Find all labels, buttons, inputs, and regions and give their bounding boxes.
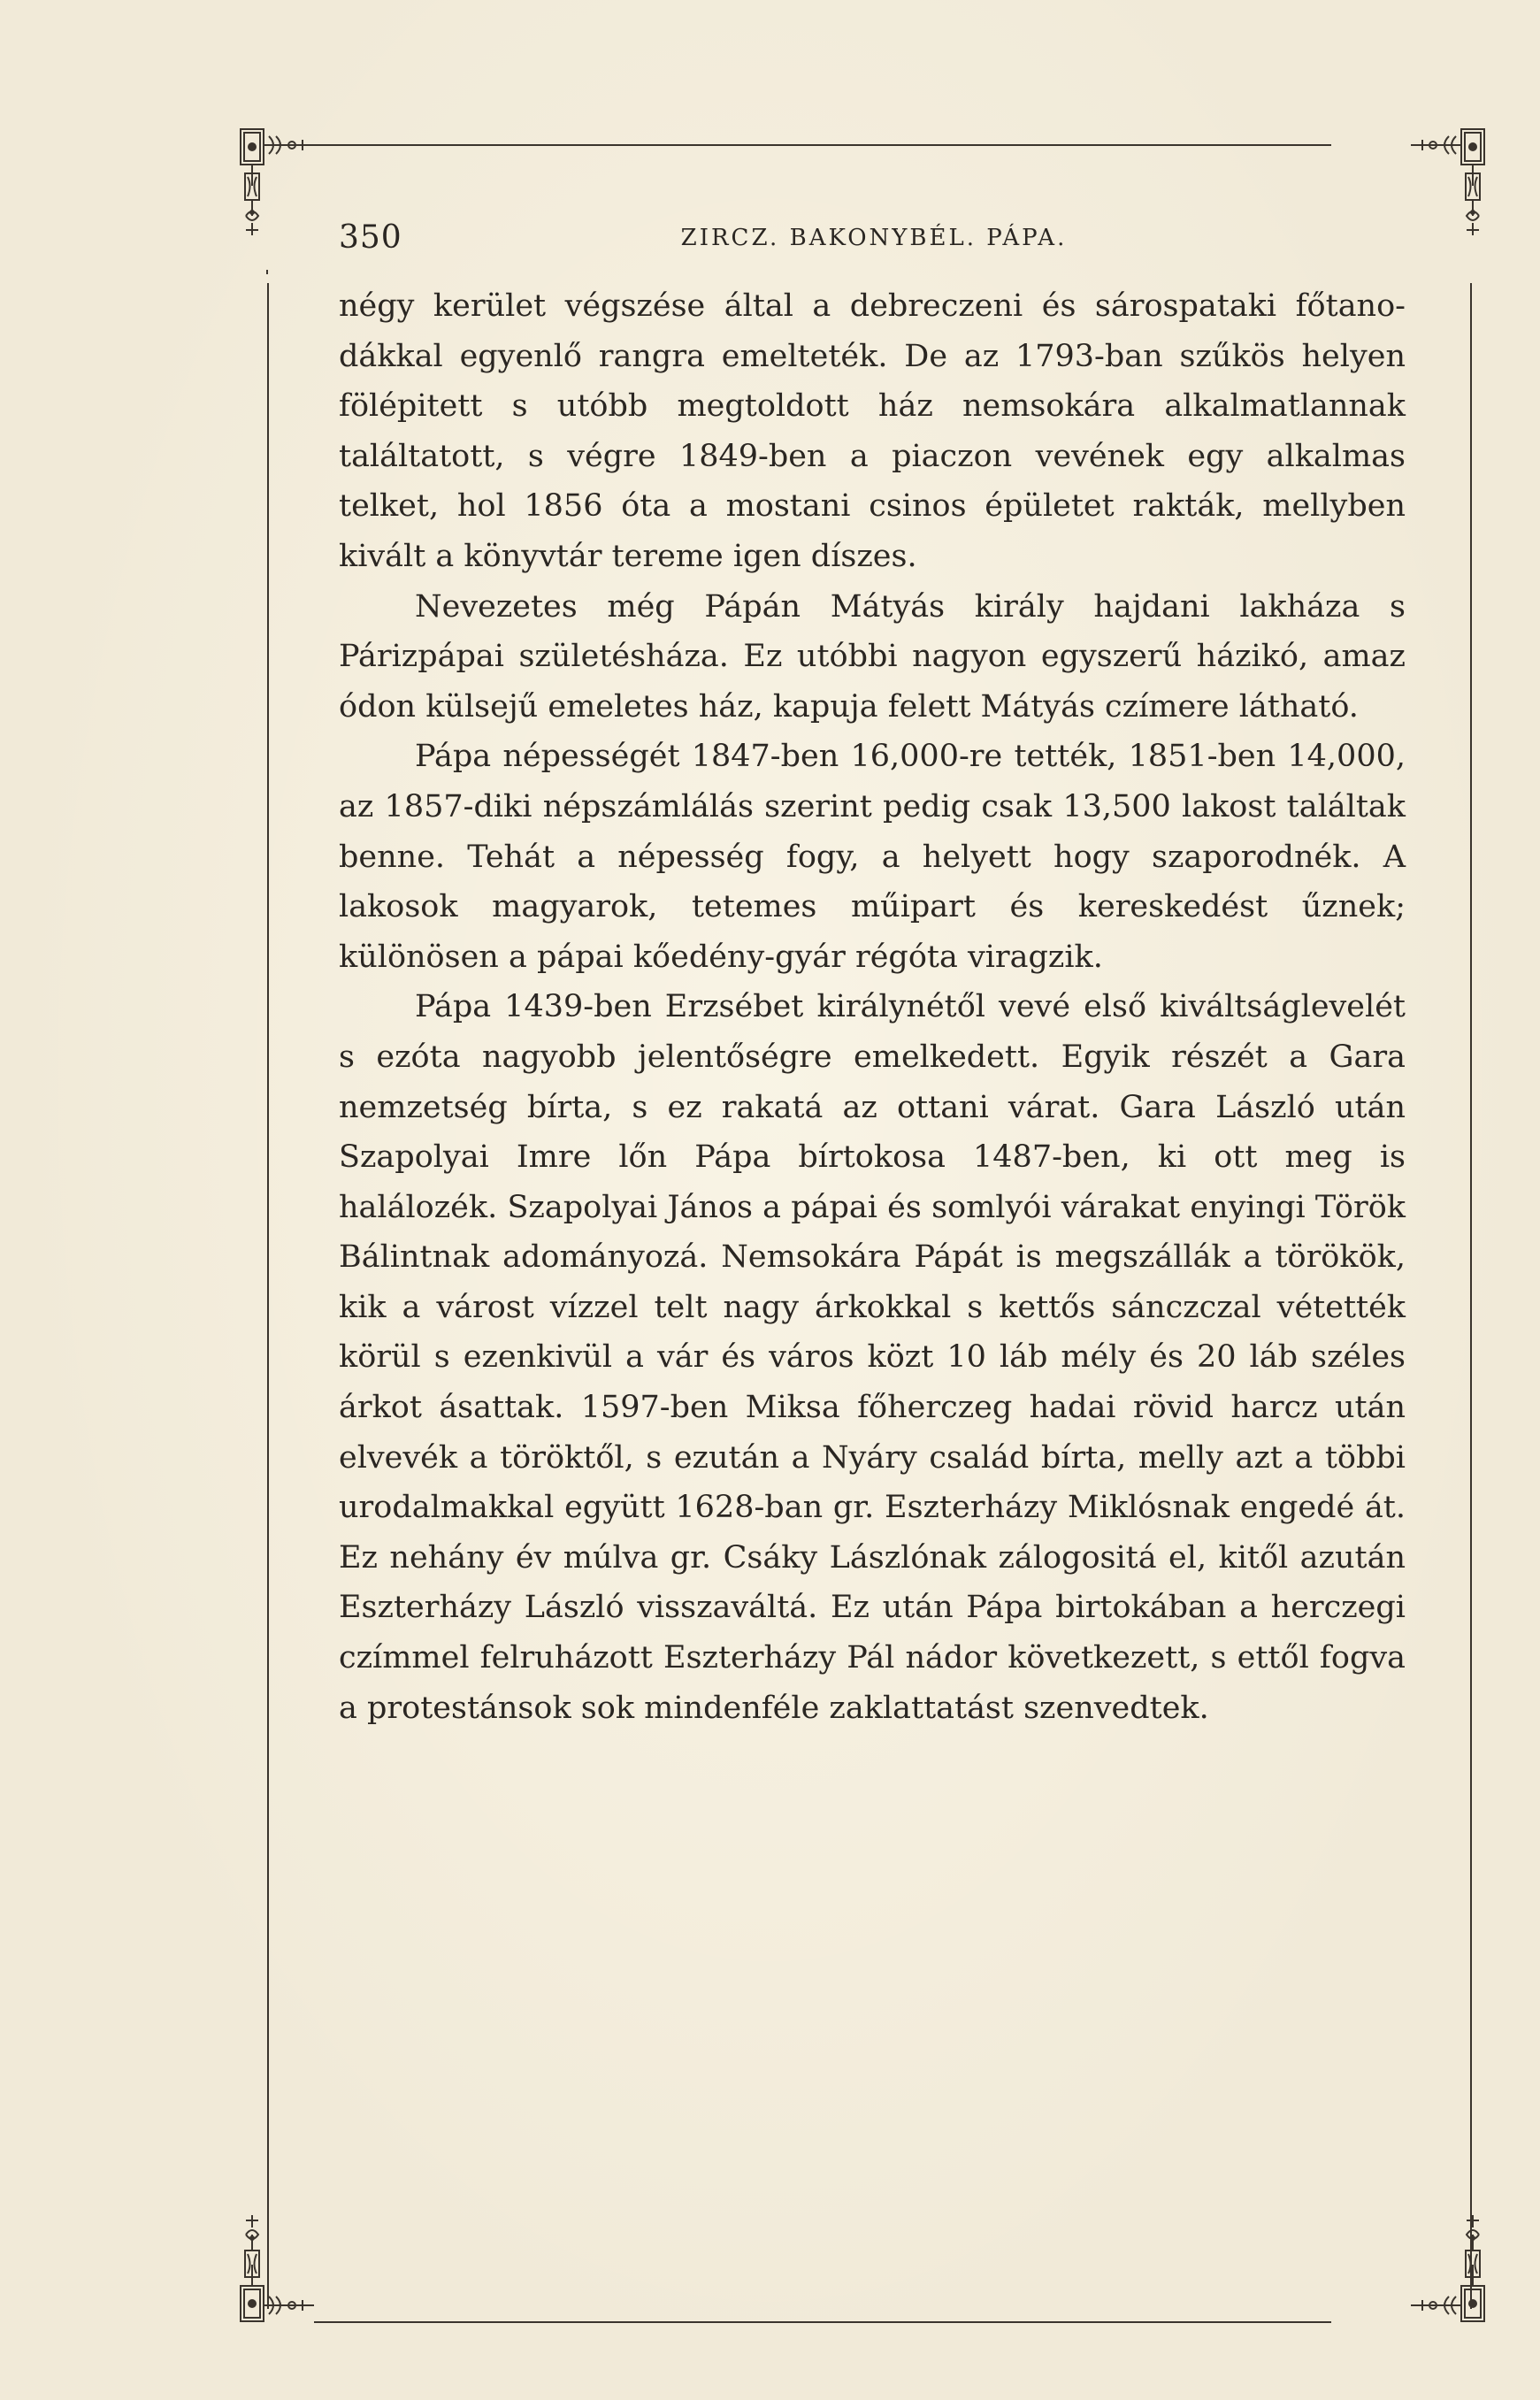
frame-left-rule <box>267 283 269 2309</box>
frame-right-rule <box>1470 283 1472 2309</box>
paragraph: Pápa 1439-ben Erzsébet királynétől vevé első kiváltságlevelét s ezóta nagyobb jelentőségre emelkedett. Egyik részét a Gara nemzetség bírta, s ez rakatá az ottani várat. Gara László után Szapolyai Imre lőn Pápa bírtokosa 1487-ben, ki ott meg is halálozék. Szapolyai János a pápai és somlyói várakat enyingi Török Bálintnak adományozá. Nemsokára Pápát is megszállák a törökök, kik a várost vízzel telt nagy árkokkal s kettős sánczczal vétették körül s ezenkivül a vár és város közt 10 láb mély és 20 láb széles árkot ásattak. 1597-ben Miksa főherczeg hadai rövid harcz után elvevék a töröktől, s ezután a Nyáry család bírta, melly azt a többi urodalmakkal együtt 1628-ban gr. Eszterházy Miklósnak engedé át. Ez nehány év múlva gr. Csáky Lászlónak zálogositá el, kitől azután Eszterházy László visszaváltá. Ez után Pápa birtokában a herczegi czímmel felruházott Eszterházy Pál nádor következett, s ettől fogva a protestánsok sok mindenféle zaklattatást szenvedtek. <box>339 989 1406 1726</box>
frame-top-rule <box>314 144 1331 146</box>
paragraph: Nevezetes még Pápán Mátyás király hajdani lakháza s Párizpápai születésháza. Ez utóbbi nagyon egyszerű házikó, amaz ódon külsejű emeletes ház, kapuja felett Mátyás czímere látható. <box>339 588 1406 725</box>
corner-ornament-bottom-left <box>237 2176 317 2327</box>
corner-ornament-top-right <box>1408 124 1488 274</box>
frame-bottom-rule <box>314 2321 1331 2323</box>
running-title: ZIRCZ. BAKONYBÉL. PÁPA. <box>680 225 1068 251</box>
paragraph: Pápa népességét 1847-ben 16,000-re tették, 1851-ben 14,000, az 1857-diki népszámlálás szerint pedig csak 13,500 lakost találtak benne. Tehát a népesség fogy, a helyett hogy szaporodnék. A lakosok magyarok, tetemes műipart és kereskedést űznek; különösen a pápai kőedény-gyár régóta viragzik. <box>339 739 1406 975</box>
page-number: 350 <box>339 219 402 256</box>
corner-ornament-bottom-right <box>1408 2176 1488 2327</box>
paragraph-continued: négy kerület végszése által a debreczeni és sárospataki főtanodákkal egyenlő rangra emelteték. De az 1793-ban szűkös helyen fölépitett s utóbb megtoldott ház nemsokára alkalmatlannak találtatott, s végre 1849-ben a piaczon vevének egy alkalmas telket, hol 1856 óta a mostani csinos épületet rakták, mellyben kivált a könyvtár tereme igen díszes. <box>339 288 1406 574</box>
corner-ornament-top-left <box>237 124 317 274</box>
running-head <box>339 219 1409 258</box>
body-text <box>339 281 1406 1733</box>
